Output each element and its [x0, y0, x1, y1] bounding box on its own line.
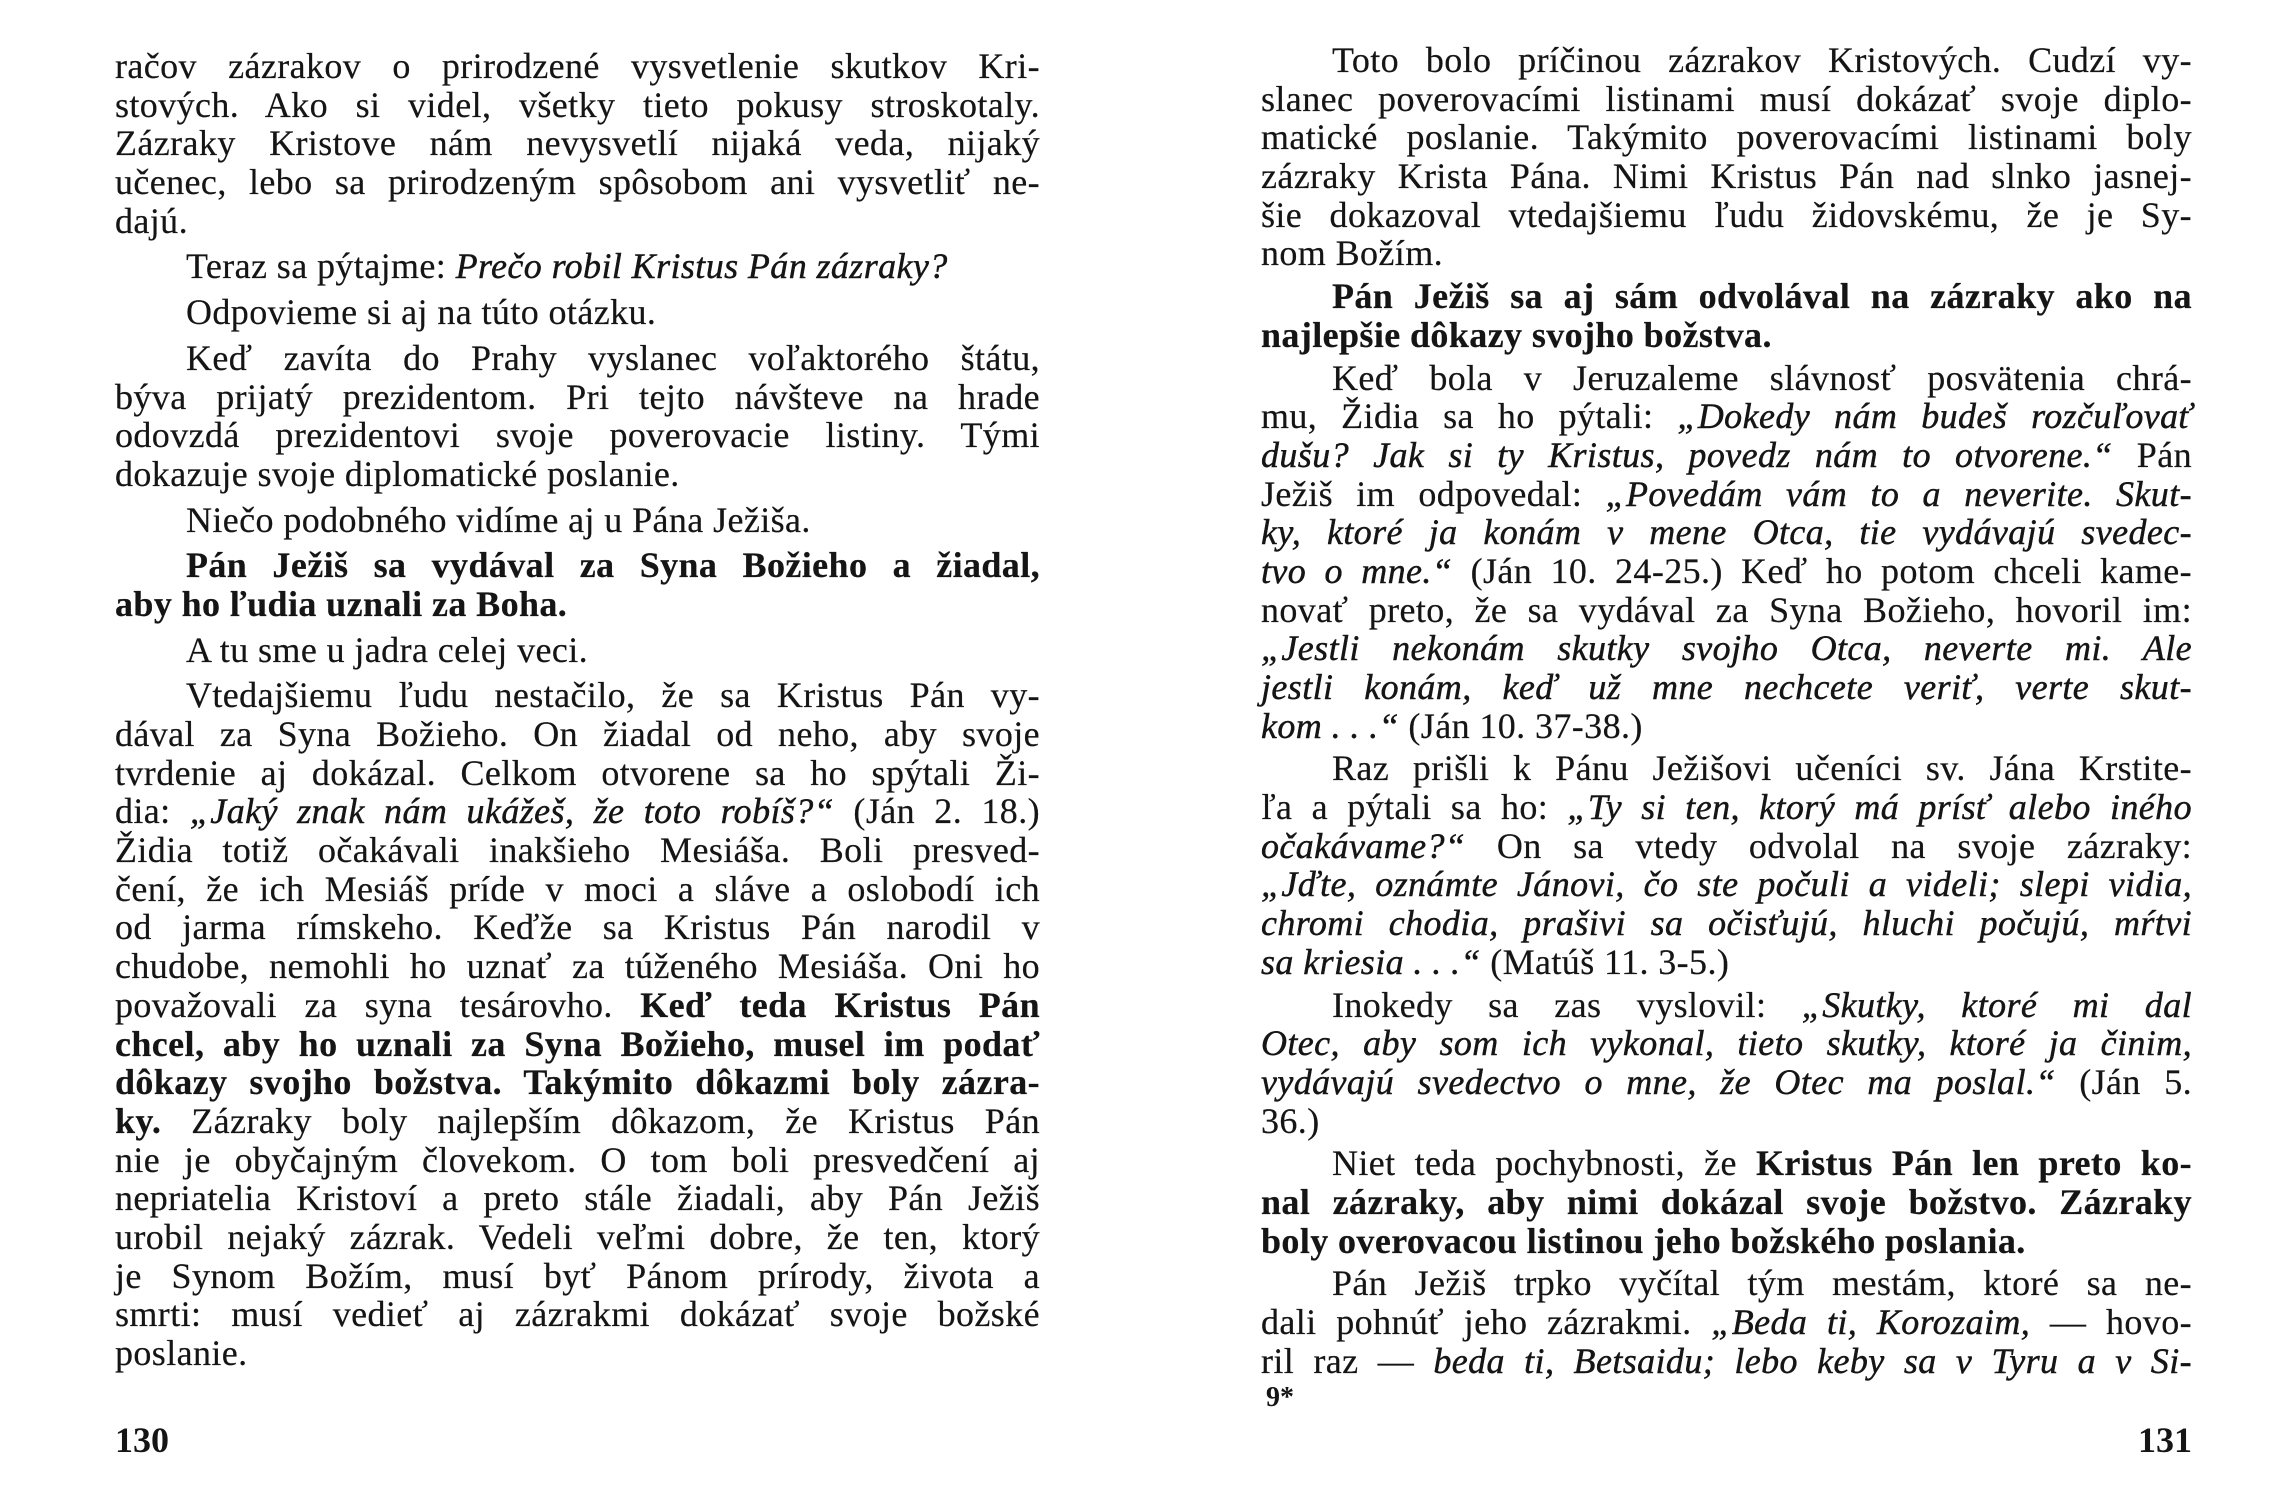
italic-quote-text: „Jďte, oznámte Jánovi, čo ste počuli a videli; slepi vidia,	[1261, 864, 2192, 905]
body-text: račov zázrakov o prirodzené vysvetlenie skutkov Kri-	[115, 46, 1040, 86]
body-text: je Synom Božím, musí byť Pánom prírody, života a	[115, 1255, 1040, 1296]
text-line	[115, 1063, 1040, 1102]
italic-quote-text: „Povedám vám to a neverite. Skut-	[1605, 473, 2192, 514]
page-number-left: 130	[115, 1420, 169, 1460]
text-line	[1261, 234, 2192, 273]
italic-quote-text: tvo o mne.“	[1261, 550, 1453, 591]
italic-quote-text: Otec, aby som ich vykonal, tieto skutky, ktoré ja činim,	[1261, 1023, 2192, 1064]
text-line	[115, 1334, 1040, 1373]
body-text: (Ján 10. 24-25.) Keď ho potom chceli kame-	[1452, 550, 2192, 591]
text-line	[1261, 436, 2192, 475]
paragraph	[115, 676, 1040, 1372]
text-line	[1261, 1024, 2192, 1063]
italic-quote-text: ky, ktoré ja konám v mene Otca, tie vydávajú svedec-	[1261, 512, 2192, 553]
body-text: Toto bolo príčinou zázrakov Kristových. Cudzí vy-	[1332, 40, 2192, 80]
italic-quote-text: „Beda ti, Korozaim,	[1711, 1302, 2031, 1342]
paragraph	[1261, 1264, 2192, 1380]
italic-quote-text: očakávame?“	[1261, 825, 1466, 866]
text-line	[1261, 157, 2192, 196]
text-line	[1261, 668, 2192, 707]
body-text: novať preto, že sa vydával za Syna Božieho, hovoril im:	[1261, 589, 2192, 630]
italic-quote-text: „Skutky, ktoré mi dal	[1801, 984, 2192, 1025]
text-line	[1261, 707, 2192, 746]
body-text: Pán Ježiš trpko vyčítal tým mestám, ktoré sa ne-	[1332, 1263, 2192, 1304]
text-line	[1261, 865, 2192, 904]
bold-emphasis-text: Keď teda Kristus Pán	[640, 984, 1040, 1025]
text-line	[1261, 591, 2192, 630]
bold-emphasis-text: boly overovacou listinou jeho božského poslania.	[1261, 1220, 2026, 1261]
body-text: matické poslanie. Takýmito poverovacími listinami boly	[1261, 117, 2192, 158]
text-line	[1261, 1183, 2192, 1222]
bold-emphasis-text: nal zázraky, aby nimi dokázal svoje božstvo. Zázraky	[1261, 1181, 2192, 1222]
text-line	[115, 293, 1040, 332]
text-line	[1261, 1102, 2192, 1141]
paragraph	[1261, 1144, 2192, 1260]
text-line	[115, 947, 1040, 986]
bold-emphasis-text: aby ho ľudia uznali za Boha.	[115, 583, 568, 624]
text-line	[1261, 986, 2192, 1025]
body-text: chudobe, nemohli ho uznať za túženého Mesiáša. Oni ho	[115, 946, 1040, 987]
body-text: Raz prišli k Pánu Ježišovi učeníci sv. Jána Krstite-	[1332, 748, 2192, 789]
text-line	[115, 986, 1040, 1025]
text-line	[115, 47, 1040, 86]
italic-quote-text: vydávajú svedectvo o mne, že Otec ma poslal.“	[1261, 1061, 2056, 1102]
body-text: Zázraky Kristove nám nevysvetlí nijaká veda, nijaký	[115, 123, 1040, 164]
paragraph	[1261, 986, 2192, 1141]
paragraph	[115, 47, 1040, 240]
body-text: zázraky Krista Pána. Nimi Kristus Pán nad slnko jasnej-	[1261, 156, 2192, 197]
text-line	[1261, 1144, 2192, 1183]
body-text: považovali za syna tesárovho.	[115, 984, 641, 1025]
text-line	[1261, 277, 2192, 316]
italic-quote-text: „Jaký znak nám ukážeš, že toto robíš?“	[189, 791, 835, 832]
body-text: čení, že ich Mesiáš príde v moci a sláve a oslobodí ich	[115, 868, 1040, 909]
body-text: Ježiš im odpovedal:	[1261, 473, 1606, 514]
bold-emphasis-text: dôkazy svojho božstva. Takýmito dôkazmi boly zázra-	[115, 1062, 1040, 1103]
italic-quote-text: beda ti, Betsaidu; lebo keby sa v Tyru a v Si-	[1433, 1340, 2192, 1381]
body-text: nie je obyčajným človekom. O tom boli presvedčení aj	[115, 1139, 1040, 1180]
text-line	[115, 870, 1040, 909]
body-text: Zázraky boly najlepším dôkazom, že Kristus Pán	[161, 1100, 1040, 1141]
body-text: mu, Židia sa ho pýtali:	[1261, 396, 1678, 437]
text-line	[115, 1141, 1040, 1180]
text-line	[1261, 41, 2192, 80]
text-line	[115, 455, 1040, 494]
body-text: dajú.	[115, 200, 188, 241]
text-line	[115, 1102, 1040, 1141]
italic-quote-text: chromi chodia, prašivi sa očisťujú, hluchi počujú, mŕtvi	[1261, 903, 2192, 944]
text-line	[115, 202, 1040, 241]
paragraph	[115, 339, 1040, 494]
text-line	[1261, 1222, 2192, 1261]
text-line	[115, 792, 1040, 831]
text-line	[1261, 552, 2192, 591]
body-text: smrti: musí vedieť aj zázrakmi dokázať svoje božské	[115, 1294, 1040, 1335]
body-text: A tu sme u jadra celej veci.	[186, 629, 589, 670]
body-text: slanec poverovacími listinami musí dokázať svoje diplo-	[1261, 78, 2192, 119]
body-text: poslanie.	[115, 1333, 248, 1373]
body-text: (Matúš 11. 3-5.)	[1480, 941, 1730, 982]
text-line	[1261, 359, 2192, 398]
text-line	[115, 831, 1040, 870]
body-text: dokazuje svoje diplomatické poslanie.	[115, 453, 680, 494]
body-text: Vtedajšiemu ľudu nestačilo, že sa Kristus Pán vy-	[186, 675, 1040, 716]
body-text: tvrdenie aj dokázal. Celkom otvorene sa ho spýtali Ži-	[115, 752, 1040, 793]
paragraph	[1261, 359, 2192, 746]
italic-quote-text: kom . . .“	[1261, 705, 1399, 746]
text-line	[115, 676, 1040, 715]
text-line	[1261, 1063, 2192, 1102]
body-text: (Ján 5.	[2055, 1061, 2192, 1102]
body-text: dia:	[115, 791, 190, 832]
text-line	[1261, 1342, 2192, 1381]
body-text: býva prijatý prezidentom. Pri tejto návšteve na hrade	[115, 376, 1040, 417]
text-line	[115, 378, 1040, 417]
paragraph	[115, 247, 1040, 286]
text-line	[115, 86, 1040, 125]
body-text: ľa a pýtali sa ho:	[1261, 787, 1568, 828]
text-line	[1261, 196, 2192, 235]
body-text: stových. Ako si videl, všetky tieto pokusy stroskotaly.	[115, 84, 1040, 125]
body-text: učenec, lebo sa prirodzeným spôsobom ani vysvetliť ne-	[115, 162, 1040, 203]
page-number-right: 131	[2138, 1420, 2192, 1460]
body-text: Odpovieme si aj na túto otázku.	[186, 292, 657, 333]
text-line	[115, 416, 1040, 455]
text-line	[115, 754, 1040, 793]
body-text: odovzdá prezidentovi svoje poverovacie listiny. Tými	[115, 415, 1040, 456]
paragraph	[1261, 41, 2192, 273]
bold-emphasis-text: ky.	[115, 1100, 162, 1141]
paragraph	[115, 631, 1040, 670]
text-line	[115, 1295, 1040, 1334]
left-page	[115, 47, 1040, 1373]
italic-quote-text: „Dokedy nám budeš rozčuľovať	[1677, 396, 2192, 437]
body-text: od jarma rímskeho. Keďže sa Kristus Pán narodil v	[115, 907, 1040, 948]
paragraph	[115, 546, 1040, 623]
body-text: Niečo podobného vidíme aj u Pána Ježiša.	[186, 499, 811, 540]
text-line	[115, 1179, 1040, 1218]
text-line	[1261, 80, 2192, 119]
text-line	[115, 501, 1040, 540]
text-line	[115, 339, 1040, 378]
paragraph	[1261, 749, 2192, 981]
paragraph	[1261, 277, 2192, 354]
text-line	[115, 1218, 1040, 1257]
text-line	[1261, 827, 2192, 866]
body-text: urobil nejaký zázrak. Vedeli veľmi dobre, že ten, ktorý	[115, 1216, 1040, 1257]
body-text: ril raz —	[1261, 1340, 1434, 1381]
italic-quote-text: „Jestli nekonám skutky svojho Otca, neverte mi. Ale	[1261, 628, 2192, 669]
signature-mark: 9*	[1266, 1382, 1294, 1413]
body-text: (Ján 10. 37-38.)	[1399, 705, 1643, 746]
text-line	[115, 585, 1040, 624]
body-text: Niet teda pochybnosti, že	[1332, 1143, 1756, 1184]
italic-quote-text: „Ty si ten, ktorý má prísť alebo iného	[1567, 787, 2192, 828]
text-line	[1261, 475, 2192, 514]
text-line	[1261, 1264, 2192, 1303]
body-text: Teraz sa pýtajme:	[186, 246, 456, 287]
bold-emphasis-text: Pán Ježiš sa aj sám odvolával na zázraky ako na	[1332, 276, 2192, 317]
bold-emphasis-text: Kristus Pán len preto ko-	[1755, 1143, 2192, 1184]
text-line	[1261, 316, 2192, 355]
text-line	[1261, 629, 2192, 668]
text-line	[115, 715, 1040, 754]
text-line	[1261, 943, 2192, 982]
bold-emphasis-text: najlepšie dôkazy svojho božstva.	[1261, 314, 1772, 355]
body-text: dali pohnúť jeho zázrakmi.	[1261, 1302, 1712, 1342]
italic-quote-text: Prečo robil Kristus Pán zázraky?	[455, 246, 948, 287]
body-text: šie dokazoval vtedajšiemu ľudu židovskému, že je Sy-	[1261, 194, 2192, 235]
bold-emphasis-text: chcel, aby ho uznali za Syna Božieho, musel im podať	[115, 1023, 1040, 1064]
bold-emphasis-text: Pán Ježiš sa vydával za Syna Božieho a žiadal,	[186, 545, 1040, 586]
paragraph	[115, 501, 1040, 540]
text-line	[1261, 397, 2192, 436]
text-line	[115, 247, 1040, 286]
body-text: 36.)	[1261, 1100, 1320, 1141]
text-line	[1261, 749, 2192, 788]
body-text: dával za Syna Božieho. On žiadal od neho, aby svoje	[115, 714, 1040, 754]
body-text: Keď bola v Jeruzaleme slávnosť posvätenia chrá-	[1332, 357, 2192, 398]
body-text: Keď zavíta do Prahy vyslanec voľaktorého štátu,	[186, 337, 1040, 378]
text-line	[115, 163, 1040, 202]
text-line	[1261, 904, 2192, 943]
text-line	[115, 631, 1040, 670]
body-text: On sa vtedy odvolal na svoje zázraky:	[1465, 825, 2192, 866]
body-text: nom Božím.	[1261, 233, 1443, 274]
body-text: (Ján 2. 18.)	[834, 791, 1040, 832]
text-line	[115, 908, 1040, 947]
text-line	[1261, 513, 2192, 552]
text-line	[115, 1025, 1040, 1064]
right-page	[1261, 41, 2192, 1380]
italic-quote-text: jestli konám, keď už mne nechcete veriť, verte skut-	[1261, 667, 2192, 707]
italic-quote-text: sa kriesia . . .“	[1261, 941, 1481, 982]
text-line	[1261, 118, 2192, 157]
text-line	[1261, 788, 2192, 827]
text-line	[115, 1257, 1040, 1296]
body-text: — hovo-	[2030, 1302, 2192, 1342]
body-text: Židia totiž očakávali inakšieho Mesiáša. Boli presved-	[115, 830, 1040, 871]
italic-quote-text: dušu? Jak si ty Kristus, povedz nám to otvorene.“	[1261, 434, 2113, 475]
text-line	[115, 546, 1040, 585]
text-line	[1261, 1303, 2192, 1342]
body-text: Pán	[2112, 434, 2192, 475]
paragraph	[115, 293, 1040, 332]
body-text: nepriatelia Kristoví a preto stále žiadali, aby Pán Ježiš	[115, 1178, 1040, 1219]
body-text: Inokedy sa zas vyslovil:	[1332, 984, 1802, 1025]
text-line	[115, 124, 1040, 163]
